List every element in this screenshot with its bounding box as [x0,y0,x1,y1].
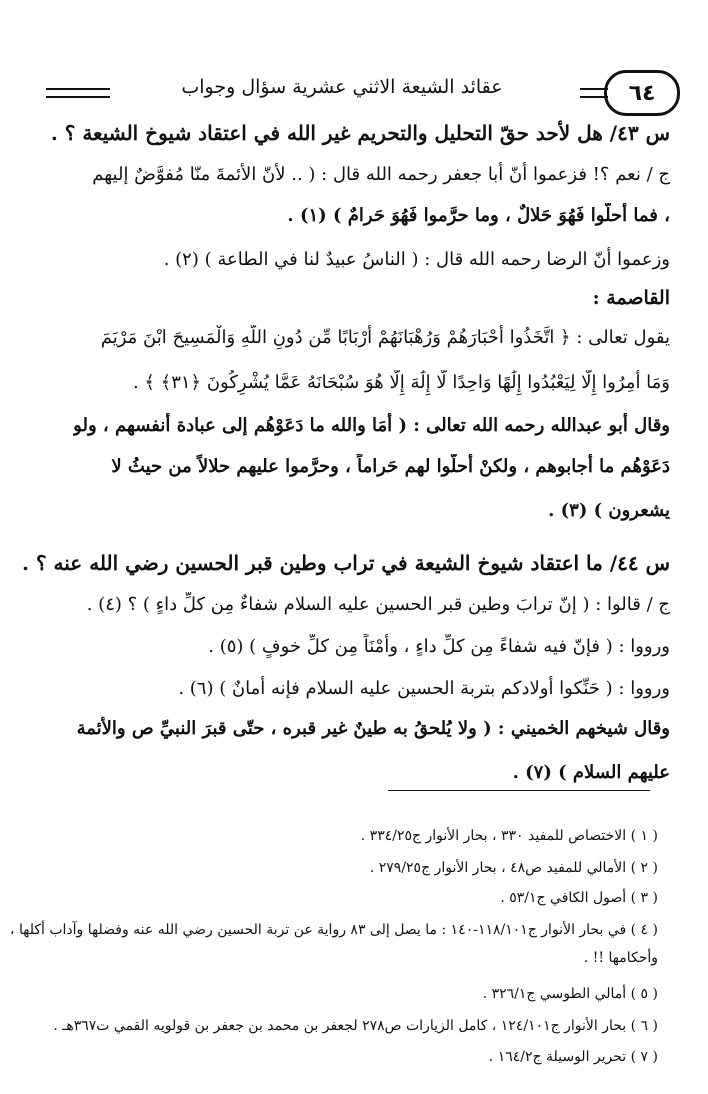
footnote-4-continued: وأحكامها !! . [583,950,658,966]
khomeini-quote-line-2: عليهم السلام ) (٧) . [512,762,670,783]
narration-2: ورووا : ( حَنِّكوا أولادكم بتربة الحسين عليه السلام فإنه أمانٌ ) (٦) . [178,678,670,699]
header-rule-right [580,88,608,98]
quote-abu-abdullah-line-3: يشعرون ) (٣) . [548,500,670,521]
page-header [30,68,680,120]
question-43: س ٤٣/ هل لأحد حقّ التحليل والتحريم غير الله في اعتقاد شيوخ الشيعة ؟ . [50,121,670,145]
footnote-2: ( ٢ ) الأمالي للمفيد ص٤٨ ، بحار الأنوار ج٢٧٩/٢٥ . [369,860,658,876]
footnote-6: ( ٦ ) بحار الأنوار ج١٢٤/١٠١ ، كامل الزيارات ص٢٧٨ لجعفر بن محمد بن جعفر بن قولويه القمي ت٣٦٧هـ . [53,1018,658,1034]
header-rule-left [46,88,110,98]
running-title: عقائد الشيعة الاثني عشرية سؤال وجواب [181,76,503,98]
question-44: س ٤٤/ ما اعتقاد شيوخ الشيعة في تراب وطين قبر الحسين رضي الله عنه ؟ . [22,551,670,575]
verse-line-2: وَمَا أُمِرُوا إِلَّا لِيَعْبُدُوا إِلَٰهًا وَاحِدًا لَّا إِلَٰهَ إِلَّا هُوَ سُبْحَانَهُ عَمَّا يُشْرِكُونَ ﴿٣١﴾ ﴾ . [132,372,670,393]
page-number: ٦٤ [628,80,656,106]
verse-line-1: يقول تعالى : ﴿ اتَّخَذُوا أَحْبَارَهُمْ وَرُهْبَانَهُمْ أَرْبَابًا مِّن دُونِ اللَّهِ وَالْمَسِيحَ ابْنَ مَرْيَمَ [100,327,670,348]
answer-43-line-3: وزعموا أنّ الرضا رحمه الله قال : ( الناسُ عبيدٌ لنا في الطاعة ) (٢) . [163,249,670,270]
khomeini-quote-line-1: وقال شيخهم الخميني : ( ولا يُلحقُ به طينٌ غير قبره ، حتّى قبرَ النبيِّ ص والأئمة [76,718,670,739]
footnote-7: ( ٧ ) تحرير الوسيلة ج١٦٤/٢ . [488,1049,658,1065]
quote-abu-abdullah-line-1: وقال أبو عبدالله رحمه الله تعالى : ( أَمَا والله ما دَعَوْهُم إلى عبادة أنفسهم ، ولو [73,415,670,436]
page-number-badge [604,70,680,116]
answer-44: ج / قالوا : ( إنّ ترابَ وطين قبر الحسين عليه السلام شفاءٌ مِن كلِّ داءٍ ) ؟ (٤) . [86,594,670,615]
answer-43-line-2: ، فما أحلُّوا فَهُوَ حَلالٌ ، وما حرَّموا فَهُوَ حَرامٌ ) (١) . [287,205,670,226]
narration-1: ورووا : ( فإنّ فيه شفاءً مِن كلِّ داءٍ ، وأَمْنَاً مِن كلِّ خوفٍ ) (٥) . [208,636,670,657]
footnote-1: ( ١ ) الاختصاص للمفيد ٣٣٠ ، بحار الأنوار ج٣٣٤/٢٥ . [360,828,658,844]
quote-abu-abdullah-line-2: دَعَوْهُم ما أجابوهم ، ولكنْ أحلُّوا لهم حَراماً ، وحرَّموا عليهم حلالاً من حيثُ لا [111,456,670,477]
footnote-separator [388,790,650,791]
answer-43-line-1: ج / نعم ؟! فزعموا أنّ أبا جعفر رحمه الله قال : ( .. لأنّ الأئمةَ منّا مُفوَّضٌ إليهم [92,164,670,185]
footnote-5: ( ٥ ) أمالي الطوسي ج٣٢٦/١ . [482,986,658,1002]
footnote-4: ( ٤ ) في بحار الأنوار ج١١٨/١٠١-١٤٠ : ما يصل إلى ٨٣ رواية عن تربة الحسين رضي الله عنه وفضلها وآداب أكلها ، [10,922,658,938]
footnote-3: ( ٣ ) أصول الكافي ج٥٣/١ . [500,890,658,906]
section-heading: القاصمة : [592,287,670,309]
